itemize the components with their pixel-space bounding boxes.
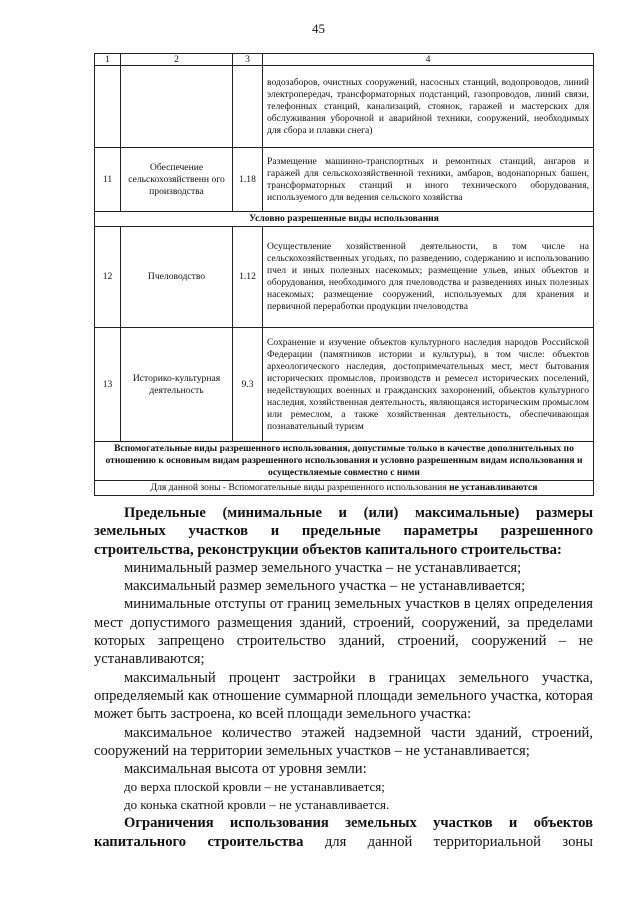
row-number — [95, 66, 121, 148]
auxiliary-note — [95, 481, 594, 496]
land-use-table — [94, 53, 594, 496]
use-name: Историко-культурная деятельность — [121, 328, 233, 442]
row-number: 13 — [95, 328, 121, 442]
use-code: 1.18 — [233, 148, 263, 212]
header-col-3: 3 — [233, 54, 263, 66]
paragraph-pitched-roof: до конька скатной кровли – не устанавливается. — [124, 797, 390, 813]
table-row — [95, 227, 594, 328]
parameters-heading: Предельные (минимальные и (или) максимальные) размеры земельных участков и предельные параметры разрешенного строительства, реконструкции объектов капитального строительства: — [94, 505, 593, 558]
use-code — [233, 66, 263, 148]
use-name: Пчеловодство — [121, 227, 233, 328]
section-auxiliary-title: Вспомогательные виды разрешенного использования, допустимые только в качестве дополнительных по отношению к основным видам разрешенного использования и условно разрешенным видам использования и осуществляемые совместно с ними — [95, 442, 594, 481]
page-number: 45 — [312, 21, 325, 36]
restrictions-normal: для данной территориальной зоны — [324, 833, 593, 850]
note-bold: не устанавливаются — [449, 482, 538, 493]
paragraph-max-size: максимальный размер земельного участка – не устанавливается; — [124, 578, 526, 595]
use-description: Осуществление хозяйственной деятельности, в том числе на сельскохозяйственных угодьях, по разведению, содержанию и использованию пчел и иных полезных насекомых; размещение ульев, иных объектов и оборудования, необходимого для пчеловодства и разведениях иных полезных насекомых; размещение сооружений, используемых для хранения и первичной переработки продукции пчеловодства — [263, 227, 594, 328]
note-prefix: Для данной зоны - Вспомогательные виды разрешенного использования — [150, 482, 447, 493]
row-number: 12 — [95, 227, 121, 328]
paragraph-max-floors: максимальное количество этажей надземной части зданий, строений, сооружений на территории земельных участков – не устанавливается; — [94, 724, 593, 759]
header-col-4: 4 — [263, 54, 594, 66]
note-row — [95, 481, 594, 496]
use-description: Сохранение и изучение объектов культурного наследия народов Российской Федерации (памятников истории и культуры), в том числе: объектов археологического наследия, достопримечательных мест, мест бытования исторических промыслов, производств и ремесел исторических поселений, недействующих военных и гражданских захоронений, объектов культурного наследия, хозяйственная деятельность, являющаяся историческим промыслом или ремеслом, а также хозяйственная деятельность, обеспечивающая познавательный туризм — [263, 328, 594, 442]
header-col-1: 1 — [95, 54, 121, 66]
use-code: 9.3 — [233, 328, 263, 442]
table-row — [95, 148, 594, 212]
paragraph-min-size: минимальный размер земельного участка – не устанавливается; — [124, 559, 522, 576]
section-row — [95, 212, 594, 227]
paragraph-min-setbacks: минимальные отступы от границ земельных участков в целях определения мест допустимого размещения зданий, строений, сооружений, за пределами которых запрещено строительство зданий, строений, сооружений – не устанавливаются; — [94, 596, 593, 668]
table-header-row — [95, 54, 594, 66]
restrictions-bold: Ограничения использования земельных участков и объектов капитального строительства — [94, 815, 593, 850]
use-code: 1.12 — [233, 227, 263, 328]
use-description: Размещение машинно-транспортных и ремонтных станций, ангаров и гаражей для сельскохозяйственной техники, амбаров, водонапорных башен, трансформаторных станций и иного технического оборудования, используемого для ведения сельского хозяйства — [263, 148, 594, 212]
use-description: водозаборов, очистных сооружений, насосных станций, водопроводов, линий электропередач, трансформаторных подстанций, газопроводов, линий связи, телефонных станций, канализаций, стоянок, гаражей и мастерских для обслуживания уборочной и аварийной техники, сооружений, необходимых для сбора и плавки снега) — [263, 66, 594, 148]
paragraph-flat-roof: до верха плоской кровли – не устанавливается; — [124, 779, 385, 795]
table-row — [95, 66, 594, 148]
use-name — [121, 66, 233, 148]
table-row — [95, 328, 594, 442]
paragraph-max-height: максимальная высота от уровня земли: — [124, 761, 367, 778]
section-conditional-title: Условно разрешенные виды использования — [95, 212, 594, 227]
parameters-text — [94, 504, 593, 851]
row-number: 11 — [95, 148, 121, 212]
header-col-2: 2 — [121, 54, 233, 66]
section-row — [95, 442, 594, 481]
paragraph-max-coverage: максимальный процент застройки в границах земельного участка, определяемый как отношение суммарной площади земельного участка, которая может быть застроена, ко всей площади земельного участка: — [94, 669, 593, 723]
use-name: Обеспечение сельскохозяйственн ого производства — [121, 148, 233, 212]
restrictions-heading — [94, 814, 593, 851]
